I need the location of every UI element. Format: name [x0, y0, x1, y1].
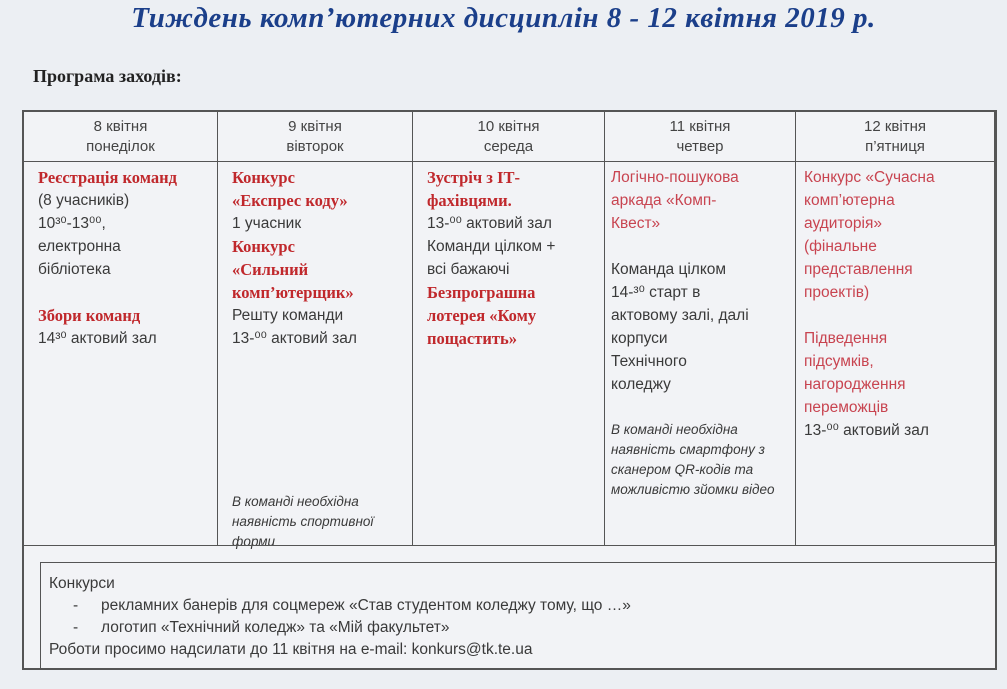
event-detail: Команди цілком + — [427, 238, 556, 255]
day-date: 12 квітня — [864, 118, 926, 135]
event-title: нагородження — [804, 376, 906, 393]
event-detail: актовому залі, далі — [611, 307, 749, 324]
event-title: Конкурс — [232, 168, 295, 187]
day-date: 9 квітня — [288, 118, 342, 135]
event-title: переможців — [804, 399, 889, 416]
program-heading: Програма заходів: — [33, 66, 182, 86]
day-weekday: понеділок — [86, 138, 155, 155]
footer-bullet-text: логотип «Технічний коледж» та «Мій факультет» — [101, 619, 450, 636]
event-detail: 13-⁰⁰ актовий зал — [427, 215, 552, 232]
event-title: комп’ютерщик» — [232, 283, 354, 302]
event-title: Квест» — [611, 215, 661, 232]
event-title: Конкурс «Сучасна — [804, 169, 935, 186]
event-detail: 14-³⁰ старт в — [611, 284, 701, 301]
event-detail: бібліотека — [38, 261, 111, 278]
day-date: 10 квітня — [477, 118, 540, 135]
day-header — [796, 112, 994, 162]
event-title: Зустріч з ІТ- — [427, 168, 520, 187]
event-title: аудиторія» — [804, 215, 883, 232]
event-note: В команді необхідна наявність спортивної форми — [232, 494, 374, 549]
event-detail: 14³⁰ актовий зал — [38, 330, 157, 347]
day-date: 8 квітня — [93, 118, 148, 135]
footer-divider — [24, 545, 995, 562]
event-title: Реєстрація команд — [38, 168, 177, 187]
day-column-thursday — [605, 112, 796, 546]
event-detail: корпуси — [611, 330, 668, 347]
event-title: підсумків, — [804, 353, 874, 370]
day-column-tuesday — [218, 112, 413, 549]
day-weekday: вівторок — [286, 138, 344, 155]
event-detail: електронна — [38, 238, 121, 255]
day-column-friday — [796, 112, 995, 546]
event-detail: (8 учасників) — [38, 192, 130, 209]
schedule-table — [22, 110, 997, 670]
footer-bullet-text: рекламних банерів для соцмереж «Став студентом коледжу тому, що …» — [101, 597, 631, 614]
contests-footer — [40, 562, 995, 668]
event-detail: 10³⁰-13⁰⁰, — [38, 215, 106, 232]
event-title: представлення — [804, 261, 913, 278]
day-column-wednesday — [413, 112, 605, 546]
day-weekday: четвер — [676, 138, 724, 155]
footer-contact: Роботи просимо надсилати до 11 квітня на e-mail: konkurs@tk.te.ua — [49, 641, 533, 658]
day-date: 11 квітня — [669, 118, 731, 135]
event-title: проектів) — [804, 284, 870, 301]
event-title: пощастить» — [427, 329, 517, 348]
event-detail: всі бажаючі — [427, 261, 510, 278]
footer-bullet: - рекламних банерів для соцмереж «Став студентом коледжу тому, що …» — [73, 597, 631, 614]
event-detail: 13-⁰⁰ актовий зал — [232, 330, 357, 347]
event-note: В команді необхідна наявність смартфону з сканером QR-кодів та можливістю зйомки відео — [611, 422, 775, 497]
event-title: Конкурс — [232, 237, 295, 256]
footer-heading: Конкурси — [49, 575, 115, 592]
page-title: Тиждень комп’ютерних дисциплін 8 - 12 квітня 2019 р. — [131, 2, 876, 34]
event-title: фахівцями. — [427, 191, 512, 210]
day-column-monday — [24, 112, 218, 546]
day-header — [413, 112, 604, 162]
footer-bullet: - логотип «Технічний коледж» та «Мій факультет» — [73, 619, 450, 636]
event-title: аркада «Комп- — [611, 192, 717, 209]
day-header — [605, 112, 795, 162]
event-title: комп’ютерна — [804, 192, 895, 209]
event-detail: 1 учасник — [232, 215, 302, 232]
day-weekday: середа — [483, 138, 534, 155]
event-title: Логічно-пошукова — [611, 169, 739, 186]
event-title: Збори команд — [38, 306, 141, 325]
event-detail: Решту команди — [232, 307, 344, 324]
day-weekday: п’ятниця — [865, 138, 925, 155]
event-title: (фінальне — [804, 238, 877, 255]
day-header — [218, 112, 412, 162]
event-title: Підведення — [804, 330, 888, 347]
event-detail: коледжу — [611, 376, 671, 393]
event-title: «Експрес коду» — [232, 191, 348, 210]
event-title: Безпрограшна — [427, 283, 536, 302]
day-header — [24, 112, 217, 162]
event-detail: Технічного — [611, 353, 687, 370]
event-title: лотерея «Кому — [427, 306, 537, 325]
event-detail: Команда цілком — [611, 261, 727, 278]
event-title: «Сильний — [232, 260, 309, 279]
event-detail: 13-⁰⁰ актовий зал — [804, 422, 929, 439]
